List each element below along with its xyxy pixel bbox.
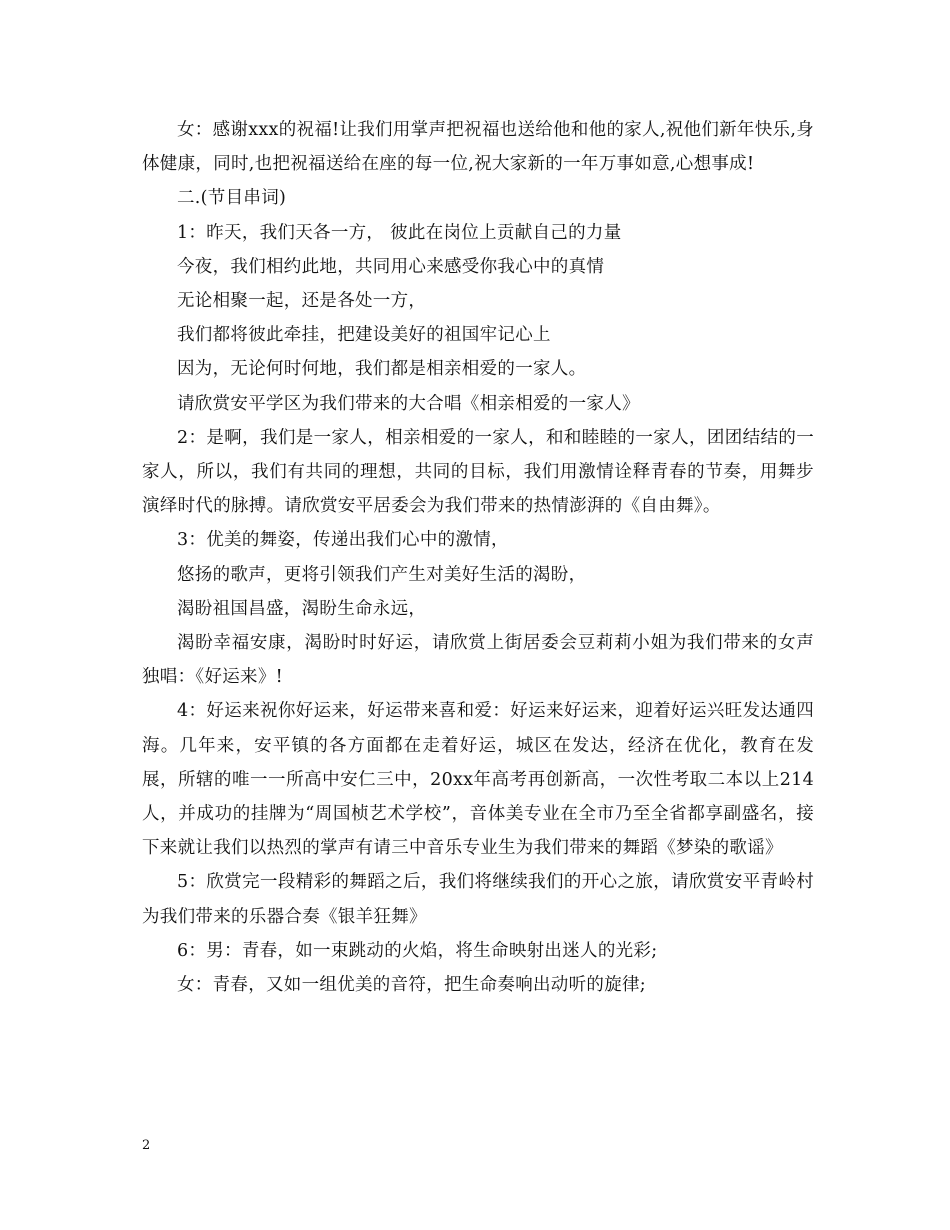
paragraph-10: 3：优美的舞姿，传递出我们心中的激情， [177,530,509,551]
paragraph-11: 悠扬的歌声，更将引领我们产生对美好生活的渴盼， [177,564,587,585]
paragraph-4: 今夜，我们相约此地，共同用心来感受你我心中的真情 [177,256,605,277]
paragraph-7: 因为，无论何时何地，我们都是相亲相爱的一家人。 [177,359,587,380]
paragraph-9: 2：是啊，我们是一家人，相亲相爱的一家人，和和睦睦的一家人，团团结结的一家人，所以，我们有共同的理想，共同的目标，我们用激情诠释青春的节奏，用舞步演绎时代的脉搏。请欣赏安平居委会为我们带来的热情澎湃的《自由舞》。 [142,427,814,517]
paragraph-3: 1：昨天，我们天各一方， 彼此在岗位上贡献自己的力量 [177,222,622,243]
page-number: 2 [142,1138,151,1153]
paragraph-2: 二.(节目串词) [177,188,287,209]
paragraph-14: 4：好运来祝你好运来，好运带来喜和爱：好运来好运来，迎着好运兴旺发达通四海。几年来，安平镇的各方面都在走着好运，城区在发达，经济在优化，教育在发展，所辖的唯一一所高中安仁三中，20xx年高考再创新高，一次性考取二本以上214人，并成功的挂牌为“周国桢艺术学校”，音体美专业在全市乃至全省都享副盛名，接下来就让我们以热烈的掌声有请三中音乐专业生为我们带来的舞蹈《梦染的歌谣》 [142,701,814,859]
paragraph-16: 6：男：青春，如一束跳动的火焰，将生命映射出迷人的光彩; [177,940,658,961]
paragraph-1: 女：感谢xxx的祝福!让我们用掌声把祝福也送给他和他的家人,祝他们新年快乐,身体健康，同时,也把祝福送给在座的每一位,祝大家新的一年万事如意,心想事成! [142,120,814,175]
paragraph-17: 女：青春，又如一组优美的音符，把生命奏响出动听的旋律; [177,975,646,996]
document-body [142,113,814,1002]
paragraph-12: 渴盼祖国昌盛，渴盼生命永远， [177,598,427,619]
paragraph-5: 无论相聚一起，还是各处一方， [177,291,427,312]
paragraph-8: 请欣赏安平学区为我们带来的大合唱《相亲相爱的一家人》 [177,393,640,414]
paragraph-15: 5：欣赏完一段精彩的舞蹈之后，我们将继续我们的开心之旅，请欣赏安平青岭村为我们带来的乐器合奏《银羊狂舞》 [142,872,814,927]
paragraph-13: 渴盼幸福安康，渴盼时时好运，请欣赏上街居委会豆莉莉小姐为我们带来的女声独唱：《好运来》! [142,633,814,688]
paragraph-6: 我们都将彼此牵挂，把建设美好的祖国牢记心上 [177,325,551,346]
